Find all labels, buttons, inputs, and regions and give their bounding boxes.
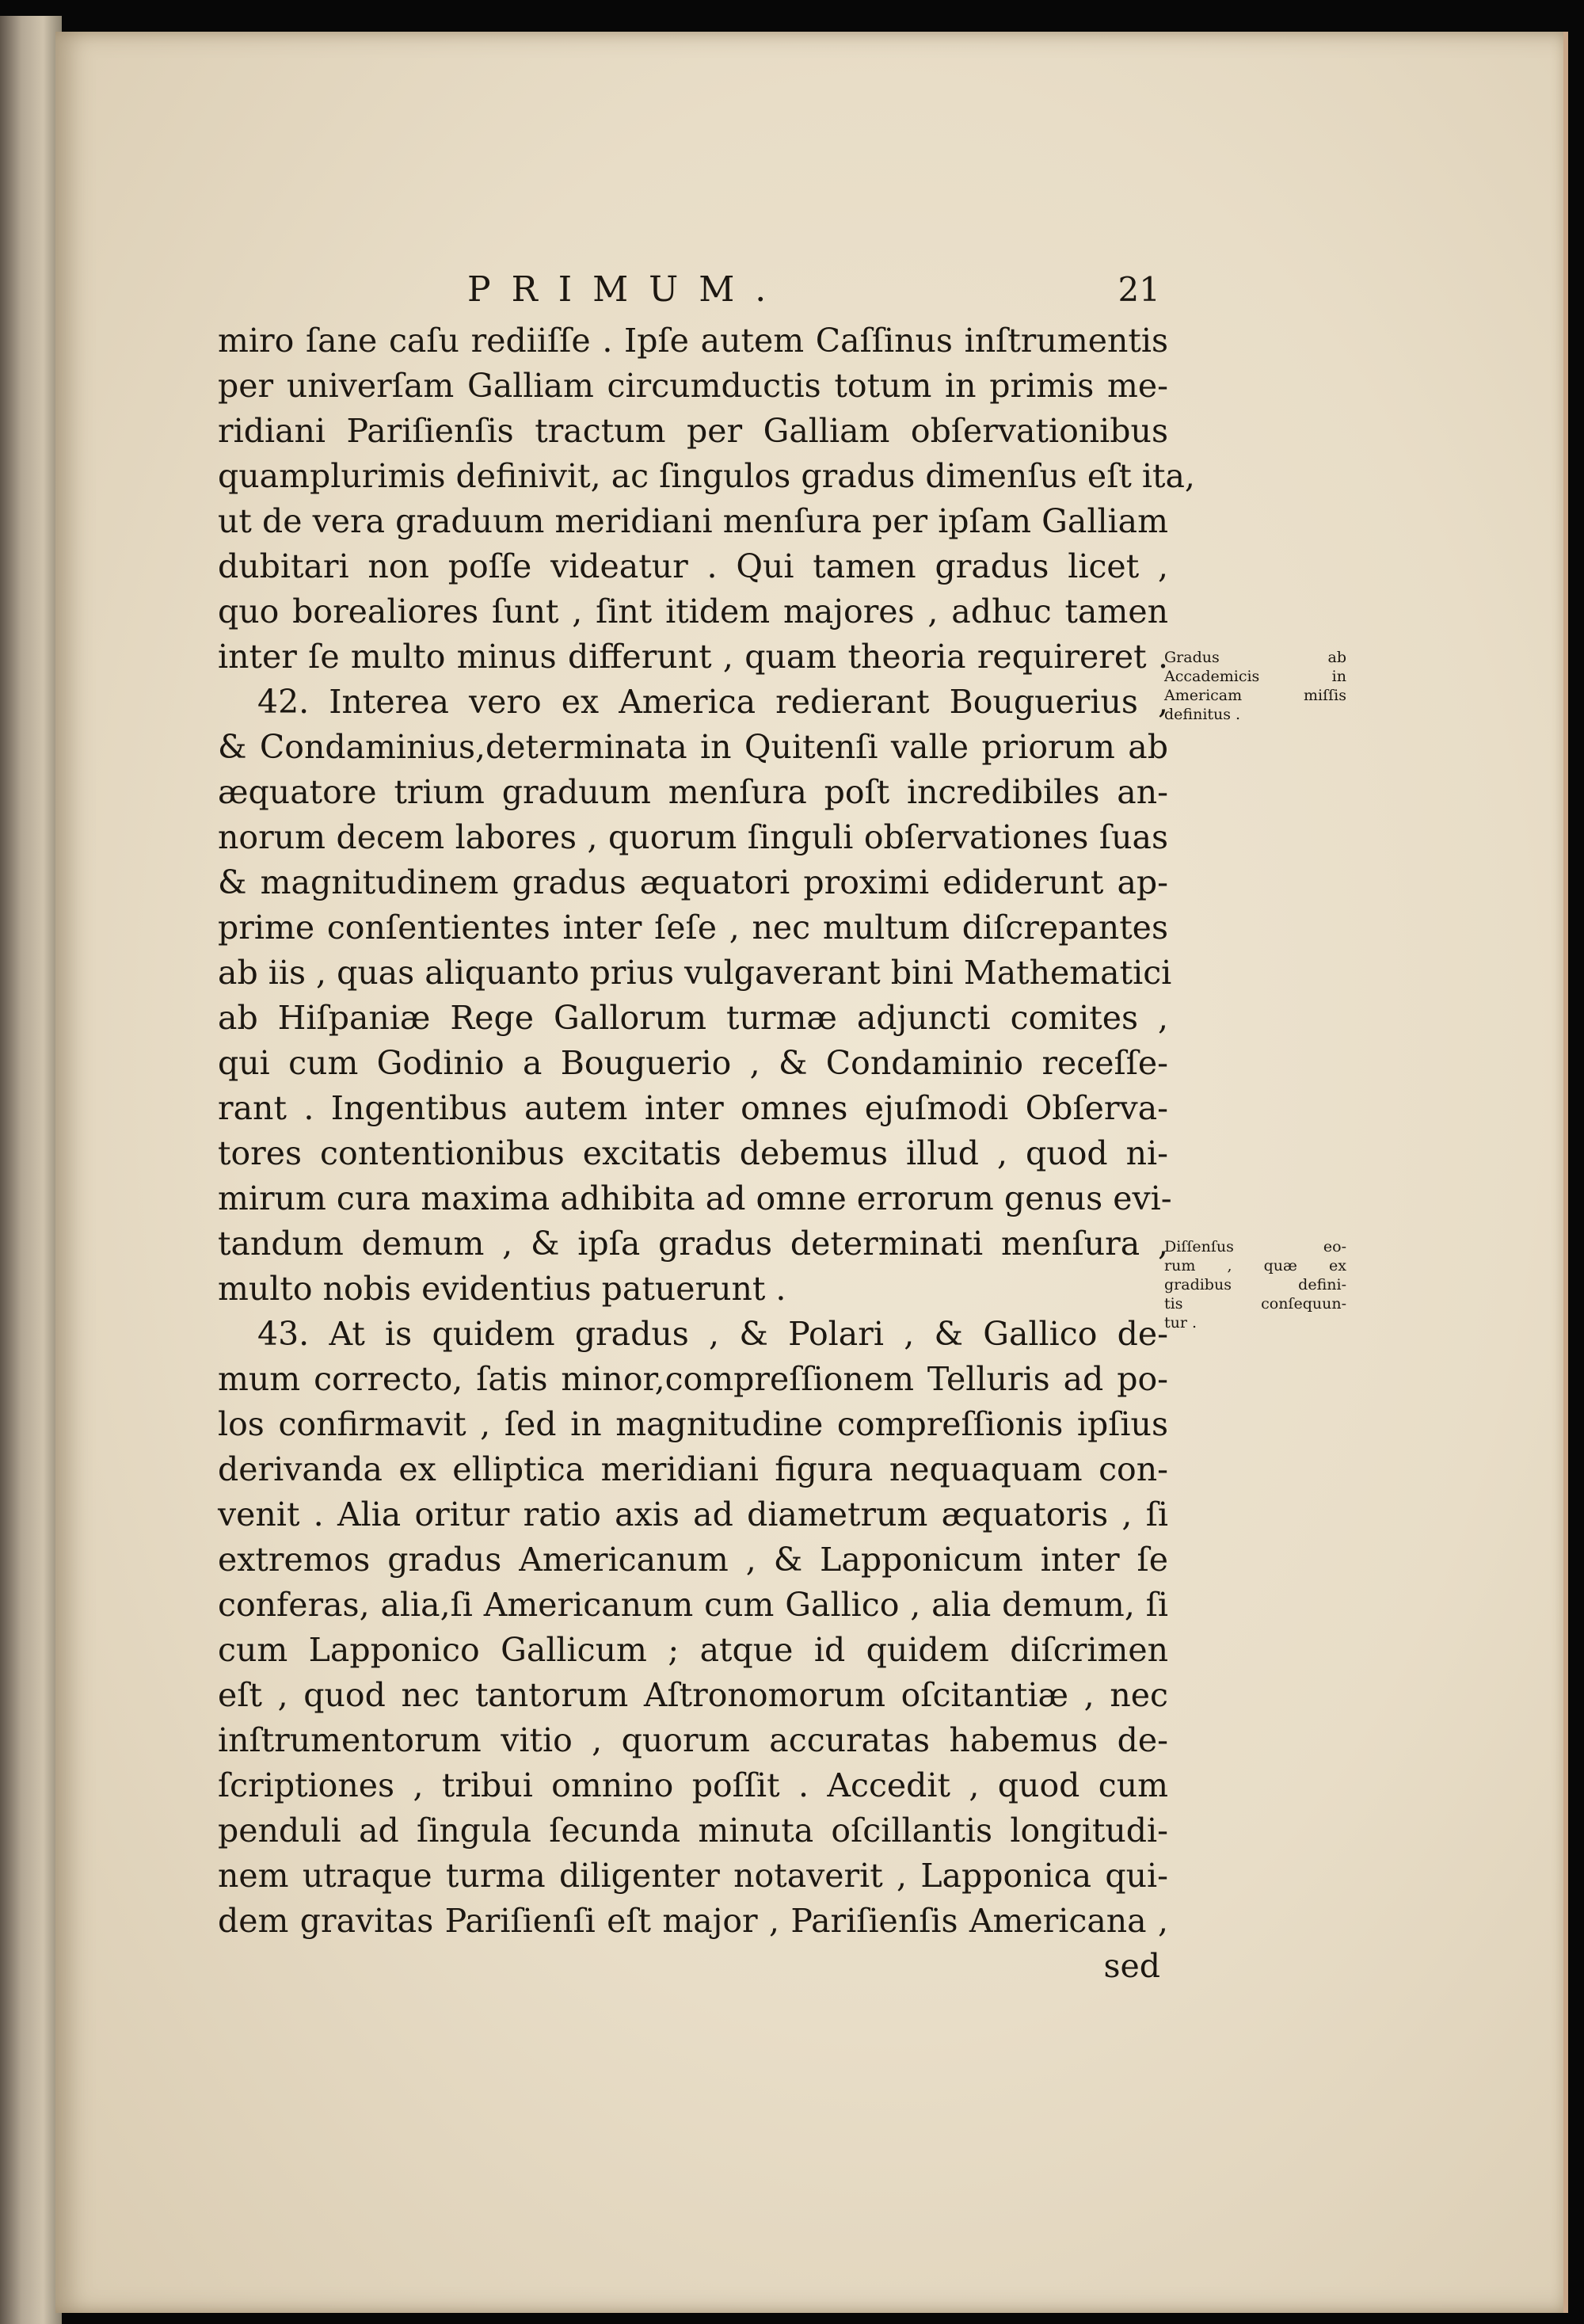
paragraph-42-start: 42. Interea vero ex America redierant Bouguerius , <box>257 683 1168 721</box>
text-line: qui cum Godinio a Bouguerio , & Condaminio receſſe- <box>218 1044 1168 1082</box>
main-text-column <box>218 269 1195 1989</box>
text-line: dem gravitas Pariſienſi eſt major , Pariſienſis Americana , <box>218 1902 1168 1940</box>
text-line: eſt , quod nec tantorum Aſtronomorum oſcitantiæ , nec <box>218 1676 1168 1714</box>
text-line: rant . Ingentibus autem inter omnes ejuſmodi Obſerva- <box>218 1089 1168 1127</box>
marginal-note-line: rum , quæ ex <box>1164 1257 1346 1274</box>
text-line: mirum cura maxima adhibita ad omne errorum genus evi- <box>218 1179 1172 1217</box>
page-header <box>218 269 1168 315</box>
marginal-note-line: tis conſequun- <box>1164 1295 1346 1312</box>
text-line: penduli ad ſingula ſecunda minuta oſcillantis longitudi- <box>218 1812 1168 1850</box>
text-line: inſtrumentorum vitio , quorum accuratas habemus de- <box>218 1721 1168 1759</box>
marginal-note-line: Accademicis in <box>1164 668 1346 685</box>
page-number: 21 <box>1118 270 1160 309</box>
text-line: per univerſam Galliam circumductis totum in primis me- <box>218 367 1168 405</box>
text-line: tores contentionibus excitatis debemus illud , quod ni- <box>218 1134 1168 1172</box>
marginal-note-line: Diſſenſus eo- <box>1164 1238 1346 1255</box>
marginal-note-line: Gradus ab <box>1164 649 1346 666</box>
adjacent-page-edge <box>0 16 62 2324</box>
text-line: multo nobis evidentius patuerunt . <box>218 1270 786 1308</box>
text-line: miro ſane caſu rediiſſe . Ipſe autem Caſſinus inſtrumentis <box>218 322 1168 360</box>
text-line: cum Lapponico Gallicum ; atque id quidem diſcrimen <box>218 1631 1168 1669</box>
text-line: æquatore trium graduum menſura poſt incredibiles an- <box>218 773 1168 811</box>
text-line: prime conſentientes inter ſeſe , nec multum diſcrepantes <box>218 909 1168 947</box>
text-line: & magnitudinem gradus æquatori proximi ediderunt ap- <box>218 863 1168 901</box>
paragraph-43-start: 43. At is quidem gradus , & Polari , & Gallico de- <box>257 1315 1168 1353</box>
text-line: ut de vera graduum meridiani menſura per ipſam Galliam <box>218 502 1168 540</box>
text-line: venit . Alia oritur ratio axis ad diametrum æquatoris , ſi <box>218 1495 1168 1533</box>
text-line: extremos gradus Americanum , & Lapponicum inter ſe <box>218 1541 1168 1579</box>
catch-word: sed <box>1103 1947 1160 1985</box>
marginal-note-line: tur . <box>1164 1314 1198 1332</box>
text-line: los confirmavit , ſed in magnitudine compreſſionis ipſius <box>218 1405 1168 1443</box>
text-line: mum correcto, ſatis minor,compreſſionem Telluris ad po- <box>218 1360 1168 1398</box>
text-line: ab iis , quas aliquanto prius vulgaverant bini Mathematici <box>218 954 1172 992</box>
text-line: ſcriptiones , tribui omnino poſſit . Accedit , quod cum <box>218 1766 1168 1804</box>
text-line: ridiani Pariſienſis tractum per Galliam obſervationibus <box>218 412 1168 450</box>
text-line: dubitari non poſſe videatur . Qui tamen gradus licet , <box>218 547 1168 585</box>
page-right-edge <box>1563 32 1568 2313</box>
text-line: quamplurimis definivit, ac ſingulos gradus dimenſus eſt ita, <box>218 457 1195 495</box>
text-line: conferas, alia,ſi Americanum cum Gallico , alia demum, ſi <box>218 1586 1168 1624</box>
marginal-note-line: definitus . <box>1164 706 1241 723</box>
marginal-note-line: gradibus defini- <box>1164 1276 1346 1293</box>
text-line: nem utraque turma diligenter notaverit , Lapponica qui- <box>218 1857 1168 1895</box>
text-line: & Condaminius,determinata in Quitenſi valle priorum ab <box>218 728 1168 766</box>
text-line: norum decem labores , quorum ſinguli obſervationes ſuas <box>218 818 1168 856</box>
text-line: tandum demum , & ipſa gradus determinati menſura , <box>218 1225 1168 1263</box>
marginal-note-gradus <box>1164 648 1346 724</box>
text-line: quo borealiores ſunt , ſint itidem majores , adhuc tamen <box>218 592 1168 631</box>
marginal-note-line: Americam miſſis <box>1164 687 1346 704</box>
text-line: inter ſe multo minus differunt , quam theoria requireret . <box>218 638 1168 676</box>
text-line: ab Hiſpaniæ Rege Gallorum turmæ adjuncti comites , <box>218 999 1168 1037</box>
text-line: derivanda ex elliptica meridiani figura nequaquam con- <box>218 1450 1168 1488</box>
running-head: PRIMUM. <box>467 269 787 310</box>
marginal-note-dissensus <box>1164 1237 1346 1332</box>
